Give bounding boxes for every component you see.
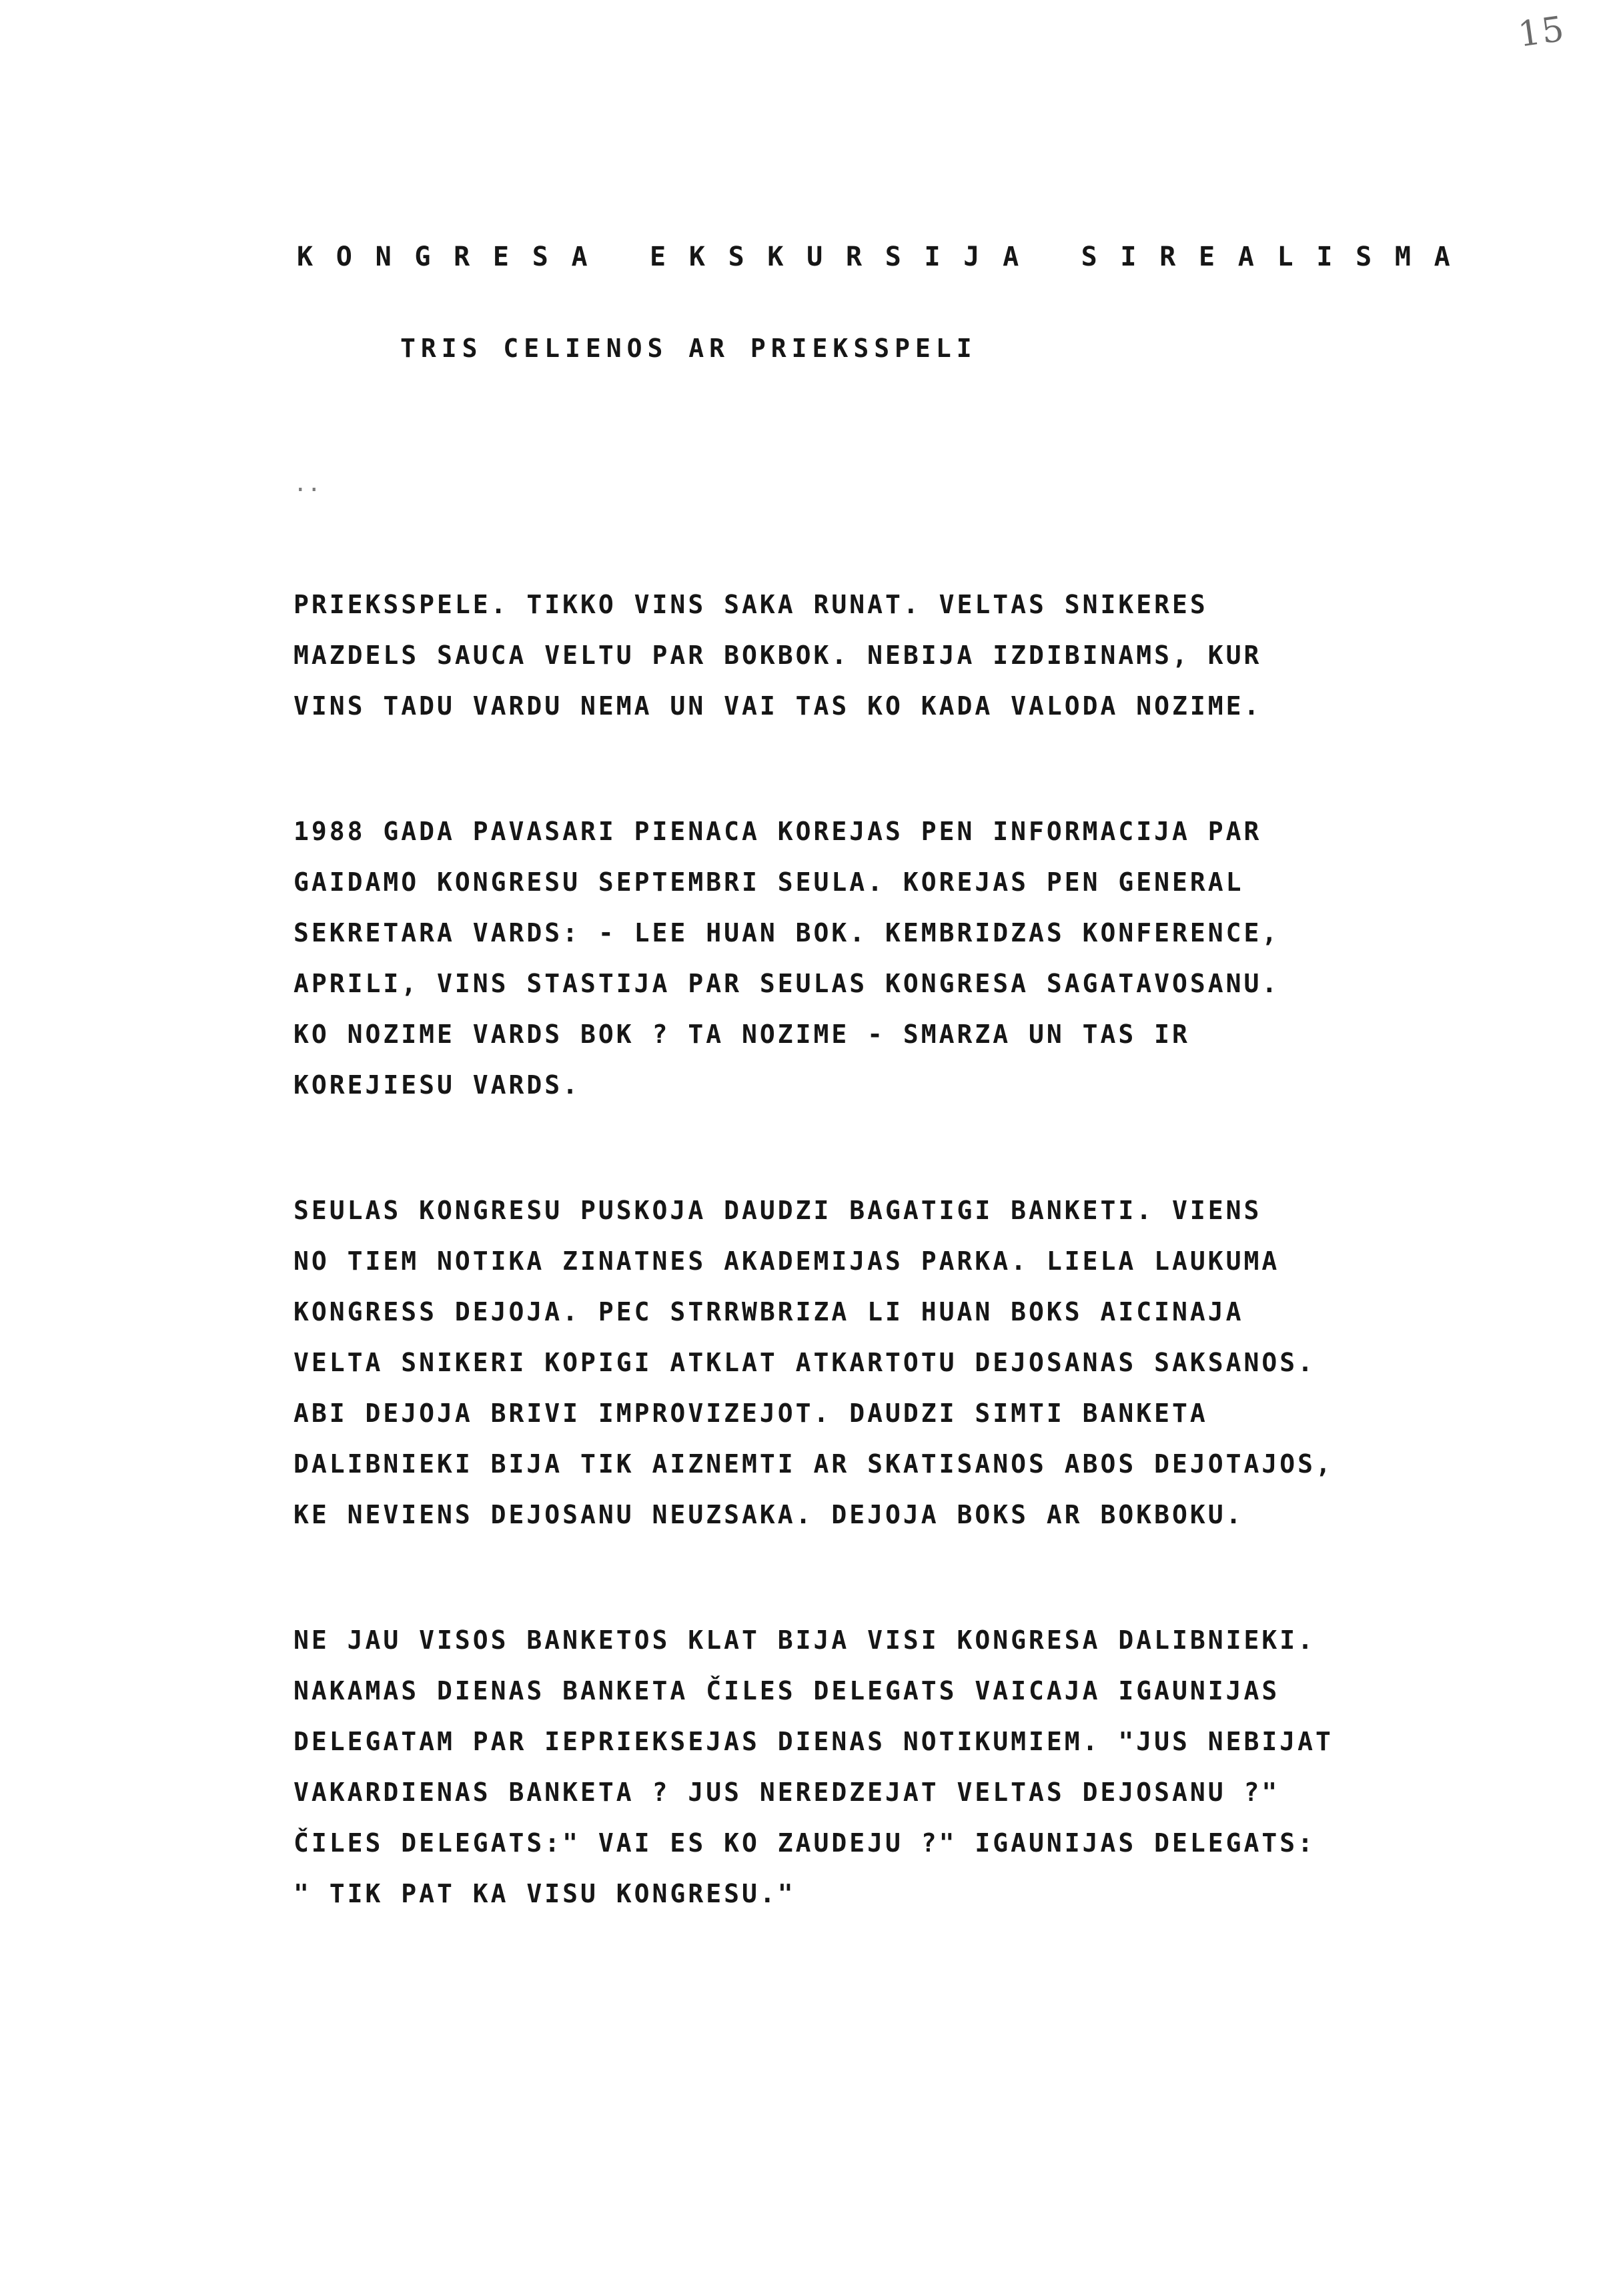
text-line: KONGRESS DEJOJA. PEC STRRWBRIZA LI HUAN BOKS AICINAJA xyxy=(294,1297,1244,1326)
text-line: VINS TADU VARDU NEMA UN VAI TAS KO KADA VALODA NOZIME. xyxy=(294,691,1262,721)
document-body xyxy=(294,579,1494,1994)
text-line: KE NEVIENS DEJOSANU NEUZSAKA. DEJOJA BOKS AR BOKBOKU. xyxy=(294,1500,1244,1529)
text-line: 1988 GADA PAVASARI PIENACA KOREJAS PEN INFORMACIJA PAR xyxy=(294,817,1262,846)
paragraph-seoul-banquets xyxy=(294,1185,1494,1540)
page-number: 15 xyxy=(1515,9,1568,55)
text-line: ČILES DELEGATS:" VAI ES KO ZAUDEJU ?" IGAUNIJAS DELEGATS: xyxy=(294,1828,1316,1858)
text-line: VELTA SNIKERI KOPIGI ATKLAT ATKARTOTU DEJOSANAS SAKSANOS. xyxy=(294,1348,1316,1377)
text-line: PRIEKSSPELE. TIKKO VINS SAKA RUNAT. VELTAS SNIKERES xyxy=(294,590,1208,619)
document-subtitle: TRIS CELIENOS AR PRIEKSSPELI xyxy=(400,334,977,363)
text-line: ABI DEJOJA BRIVI IMPROVIZEJOT. DAUDZI SIMTI BANKETA xyxy=(294,1399,1208,1428)
text-line: DALIBNIEKI BIJA TIK AIZNEMTI AR SKATISANOS ABOS DEJOTAJOS, xyxy=(294,1449,1333,1479)
paragraph-prelude xyxy=(294,579,1494,731)
paragraph-next-day xyxy=(294,1615,1494,1919)
text-line: KOREJIESU VARDS. xyxy=(294,1070,581,1100)
text-line: APRILI, VINS STASTIJA PAR SEULAS KONGRESA SAGATAVOSANU. xyxy=(294,969,1280,998)
text-line: KO NOZIME VARDS BOK ? TA NOZIME - SMARZA UN TAS IR xyxy=(294,1020,1190,1049)
text-line: SEULAS KONGRESU PUSKOJA DAUDZI BAGATIGI BANKETI. VIENS xyxy=(294,1196,1262,1225)
stray-marks: .. xyxy=(294,470,321,497)
paragraph-1988 xyxy=(294,806,1494,1110)
text-line: NAKAMAS DIENAS BANKETA ČILES DELEGATS VAICAJA IGAUNIJAS xyxy=(294,1676,1280,1705)
text-line: NO TIEM NOTIKA ZINATNES AKADEMIJAS PARKA. LIELA LAUKUMA xyxy=(294,1246,1280,1276)
text-line: SEKRETARA VARDS: - LEE HUAN BOK. KEMBRIDZAS KONFERENCE, xyxy=(294,918,1280,947)
text-line: VAKARDIENAS BANKETA ? JUS NEREDZEJAT VELTAS DEJOSANU ?" xyxy=(294,1778,1280,1807)
text-line: DELEGATAM PAR IEPRIEKSEJAS DIENAS NOTIKUMIEM. "JUS NEBIJAT xyxy=(294,1727,1333,1756)
document-title: KONGRESA EKSKURSIJA SIREALISMA xyxy=(297,242,1474,272)
text-line: " TIK PAT KA VISU KONGRESU." xyxy=(294,1879,796,1908)
text-line: MAZDELS SAUCA VELTU PAR BOKBOK. NEBIJA IZDIBINAMS, KUR xyxy=(294,641,1262,670)
text-line: NE JAU VISOS BANKETOS KLAT BIJA VISI KONGRESA DALIBNIEKI. xyxy=(294,1625,1316,1655)
text-line: GAIDAMO KONGRESU SEPTEMBRI SEULA. KOREJAS PEN GENERAL xyxy=(294,867,1244,897)
